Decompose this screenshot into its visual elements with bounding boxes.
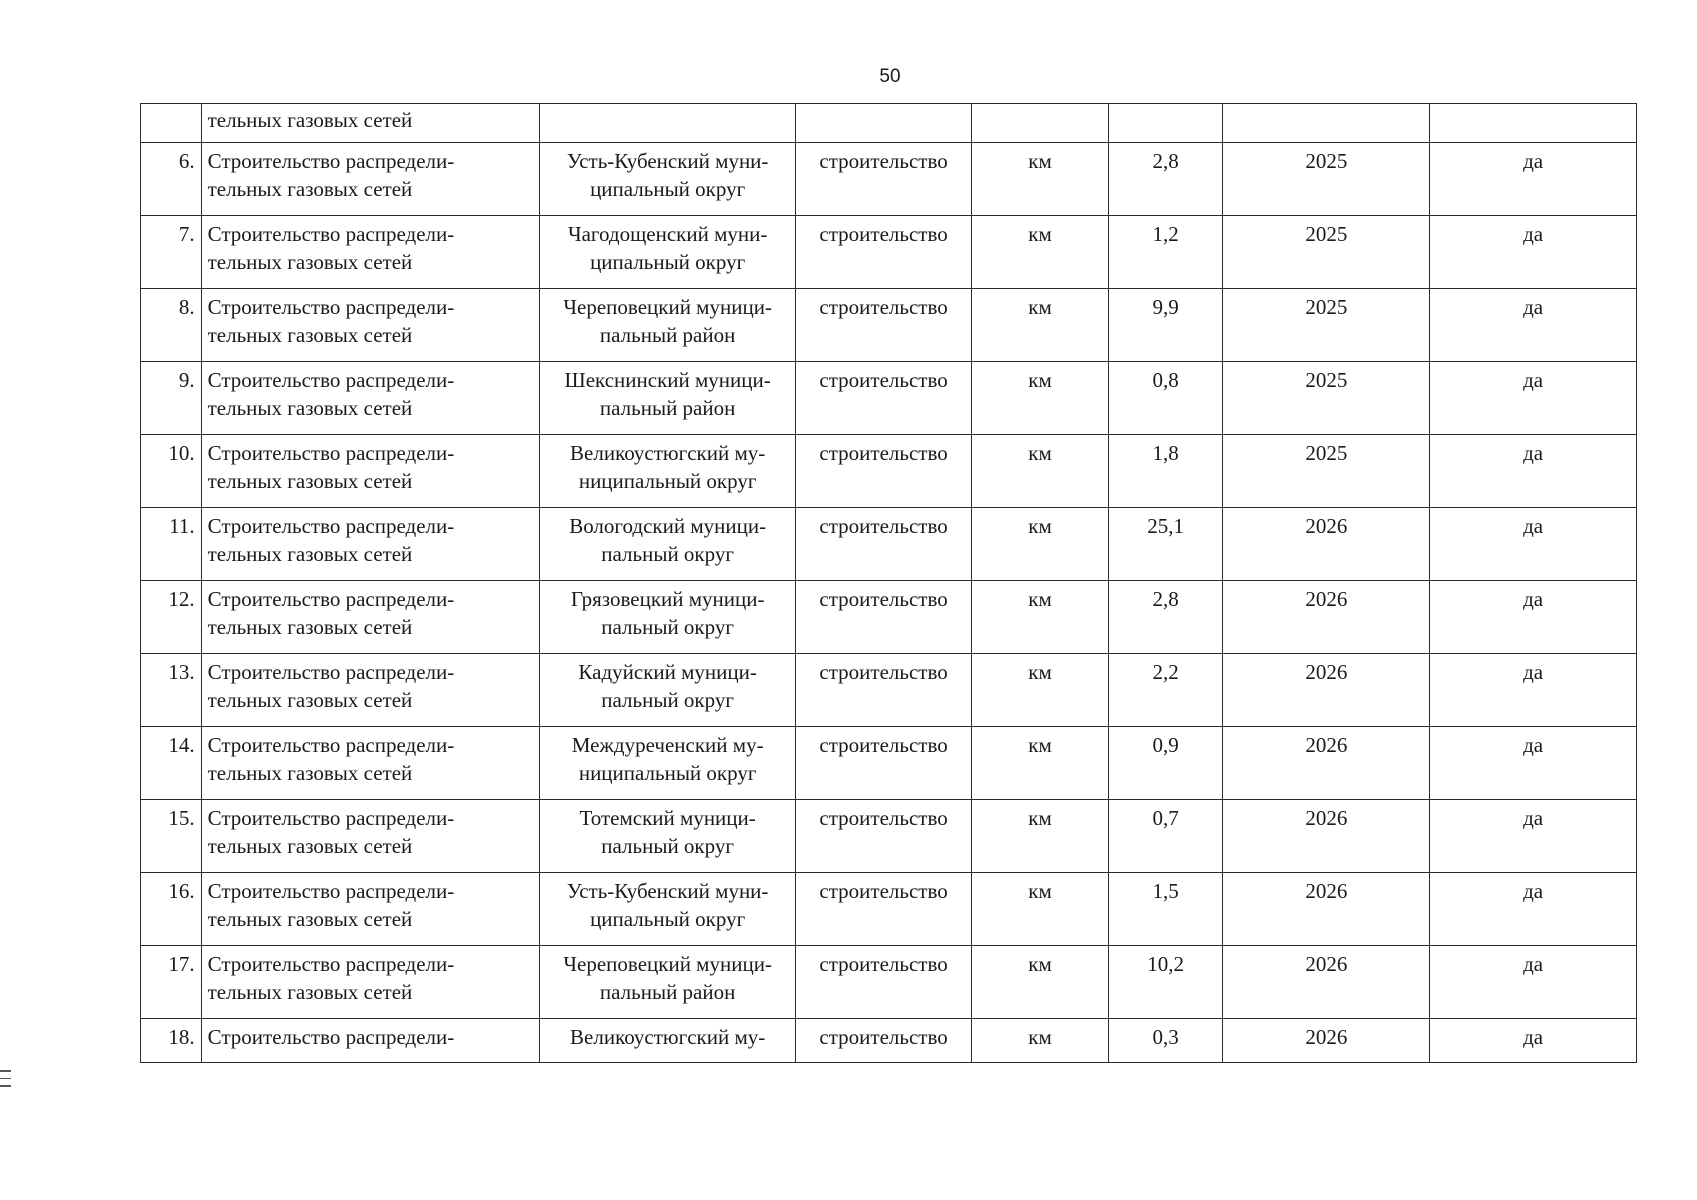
- work-type-cell: строительство: [795, 873, 971, 946]
- work-type-cell: строительство: [795, 1019, 971, 1063]
- unit-cell: км: [972, 362, 1108, 435]
- value-cell: 1,5: [1108, 873, 1223, 946]
- row-number-cell: 9.: [141, 362, 202, 435]
- unit-cell: км: [972, 727, 1108, 800]
- municipality-line-2: ципальный округ: [590, 907, 746, 931]
- municipality-cell: [540, 216, 795, 289]
- unit-cell: км: [972, 800, 1108, 873]
- flag-cell: да: [1430, 435, 1637, 508]
- object-name-line-1: Строительство распредели-: [207, 879, 455, 903]
- municipality-line-2: ципальный округ: [590, 177, 746, 201]
- municipality-line-1: Кадуйский муници-: [578, 660, 757, 684]
- unit-cell: км: [972, 216, 1108, 289]
- table-row: [141, 362, 1637, 435]
- value-cell: 2,2: [1108, 654, 1223, 727]
- municipality-line-2: пальный округ: [601, 834, 734, 858]
- row-number-cell: [141, 104, 202, 143]
- object-name-cell: Строительство распредели-: [201, 1019, 540, 1063]
- flag-cell: да: [1430, 1019, 1637, 1063]
- object-name-cell: [201, 435, 540, 508]
- year-cell: 2026: [1223, 946, 1430, 1019]
- year-cell: 2026: [1223, 727, 1430, 800]
- municipality-line-1: Великоустюгский му-: [570, 441, 766, 465]
- municipality-cell: [540, 581, 795, 654]
- flag-cell: да: [1430, 800, 1637, 873]
- infrastructure-table: [140, 103, 1637, 1063]
- work-type-cell: [795, 104, 971, 143]
- object-name-line-1: Строительство распредели-: [207, 441, 455, 465]
- table-row: [141, 1019, 1637, 1063]
- object-name-line-1: Строительство распредели-: [207, 368, 455, 392]
- row-number-cell: 6.: [141, 143, 202, 216]
- municipality-cell: [540, 435, 795, 508]
- row-number-cell: 10.: [141, 435, 202, 508]
- flag-cell: да: [1430, 216, 1637, 289]
- municipality-line-2: ципальный округ: [590, 250, 746, 274]
- object-name-cell: [201, 508, 540, 581]
- row-number-cell: 14.: [141, 727, 202, 800]
- object-name-line-1: Строительство распредели-: [207, 952, 455, 976]
- year-cell: 2026: [1223, 800, 1430, 873]
- object-name-line-2: тельных газовых сетей: [207, 177, 413, 201]
- municipality-line-1: Чагодощенский муни-: [567, 222, 768, 246]
- table-row: [141, 508, 1637, 581]
- table-row-continuation: [141, 104, 1637, 143]
- table-row: [141, 143, 1637, 216]
- year-cell: 2026: [1223, 654, 1430, 727]
- year-cell: 2026: [1223, 1019, 1430, 1063]
- object-name-cell: [201, 362, 540, 435]
- table-row: [141, 800, 1637, 873]
- edge-marks: [0, 1070, 12, 1094]
- object-name-cell: [201, 216, 540, 289]
- year-cell: 2025: [1223, 216, 1430, 289]
- row-number-cell: 16.: [141, 873, 202, 946]
- flag-cell: да: [1430, 873, 1637, 946]
- unit-cell: км: [972, 1019, 1108, 1063]
- value-cell: 10,2: [1108, 946, 1223, 1019]
- value-cell: [1108, 104, 1223, 143]
- table-row: [141, 946, 1637, 1019]
- municipality-cell: Великоустюгский му-: [540, 1019, 795, 1063]
- municipality-line-2: пальный район: [599, 396, 736, 420]
- table-row: [141, 654, 1637, 727]
- municipality-cell: [540, 143, 795, 216]
- row-number-cell: 18.: [141, 1019, 202, 1063]
- municipality-line-1: Усть-Кубенский муни-: [566, 149, 769, 173]
- object-name-line-1: Строительство распредели-: [207, 149, 455, 173]
- object-name-line-2: тельных газовых сетей: [207, 469, 413, 493]
- year-cell: 2026: [1223, 508, 1430, 581]
- table-row: [141, 581, 1637, 654]
- municipality-cell: [540, 289, 795, 362]
- object-name-line-2: тельных газовых сетей: [207, 396, 413, 420]
- flag-cell: да: [1430, 289, 1637, 362]
- row-number-cell: 8.: [141, 289, 202, 362]
- municipality-line-1: Тотемский муници-: [579, 806, 756, 830]
- object-name-cell: [201, 873, 540, 946]
- object-name-line-2: тельных газовых сетей: [207, 615, 413, 639]
- object-name-line-2: тельных газовых сетей: [207, 980, 413, 1004]
- object-name-line-2: тельных газовых сетей: [207, 542, 413, 566]
- municipality-line-2: пальный округ: [601, 542, 734, 566]
- object-name-cell: [201, 800, 540, 873]
- value-cell: 0,9: [1108, 727, 1223, 800]
- object-name-line-1: Строительство распредели-: [207, 514, 455, 538]
- value-cell: 25,1: [1108, 508, 1223, 581]
- work-type-cell: строительство: [795, 946, 971, 1019]
- year-cell: 2026: [1223, 581, 1430, 654]
- object-name-cell: [201, 581, 540, 654]
- municipality-cell: [540, 727, 795, 800]
- object-name-line-2: тельных газовых сетей: [207, 688, 413, 712]
- value-cell: 1,8: [1108, 435, 1223, 508]
- municipality-line-2: ниципальный округ: [578, 761, 757, 785]
- year-cell: [1223, 104, 1430, 143]
- flag-cell: да: [1430, 581, 1637, 654]
- year-cell: 2026: [1223, 873, 1430, 946]
- municipality-line-2: пальный район: [599, 323, 736, 347]
- flag-cell: да: [1430, 654, 1637, 727]
- unit-cell: км: [972, 873, 1108, 946]
- municipality-line-2: пальный район: [599, 980, 736, 1004]
- unit-cell: км: [972, 143, 1108, 216]
- value-cell: 0,3: [1108, 1019, 1223, 1063]
- work-type-cell: строительство: [795, 508, 971, 581]
- municipality-line-1: Междуреченский му-: [571, 733, 764, 757]
- unit-cell: [972, 104, 1108, 143]
- object-name-cell: [201, 946, 540, 1019]
- value-cell: 2,8: [1108, 581, 1223, 654]
- municipality-line-2: пальный округ: [601, 688, 734, 712]
- row-number-cell: 11.: [141, 508, 202, 581]
- value-cell: 1,2: [1108, 216, 1223, 289]
- unit-cell: км: [972, 581, 1108, 654]
- table-row: [141, 216, 1637, 289]
- object-name-line-2: тельных газовых сетей: [207, 761, 413, 785]
- municipality-line-2: ниципальный округ: [578, 469, 757, 493]
- object-name-cell: тельных газовых сетей: [201, 104, 540, 143]
- object-name-line-2: тельных газовых сетей: [207, 834, 413, 858]
- year-cell: 2025: [1223, 289, 1430, 362]
- work-type-cell: строительство: [795, 362, 971, 435]
- work-type-cell: строительство: [795, 581, 971, 654]
- value-cell: 0,7: [1108, 800, 1223, 873]
- work-type-cell: строительство: [795, 216, 971, 289]
- object-name-line-1: Строительство распредели-: [207, 587, 455, 611]
- municipality-cell: [540, 946, 795, 1019]
- row-number-cell: 13.: [141, 654, 202, 727]
- work-type-cell: строительство: [795, 435, 971, 508]
- object-name-cell: [201, 727, 540, 800]
- unit-cell: км: [972, 946, 1108, 1019]
- value-cell: 2,8: [1108, 143, 1223, 216]
- flag-cell: да: [1430, 143, 1637, 216]
- value-cell: 0,8: [1108, 362, 1223, 435]
- flag-cell: да: [1430, 727, 1637, 800]
- object-name-line-2: тельных газовых сетей: [207, 323, 413, 347]
- work-type-cell: строительство: [795, 727, 971, 800]
- row-number-cell: 12.: [141, 581, 202, 654]
- municipality-cell: [540, 654, 795, 727]
- work-type-cell: строительство: [795, 654, 971, 727]
- value-cell: 9,9: [1108, 289, 1223, 362]
- page-number: 50: [879, 66, 901, 87]
- object-name-line-2: тельных газовых сетей: [207, 250, 413, 274]
- unit-cell: км: [972, 435, 1108, 508]
- table-row: [141, 727, 1637, 800]
- object-name-line-1: Строительство распредели-: [207, 733, 455, 757]
- unit-cell: км: [972, 289, 1108, 362]
- flag-cell: да: [1430, 946, 1637, 1019]
- municipality-line-2: пальный округ: [601, 615, 734, 639]
- object-name-line-1: Строительство распредели-: [207, 222, 455, 246]
- row-number-cell: 7.: [141, 216, 202, 289]
- municipality-cell: [540, 104, 795, 143]
- row-number-cell: 15.: [141, 800, 202, 873]
- table-row: [141, 289, 1637, 362]
- municipality-cell: [540, 508, 795, 581]
- object-name-line-2: тельных газовых сетей: [207, 907, 413, 931]
- object-name-cell: [201, 289, 540, 362]
- object-name-line-1: Строительство распредели-: [207, 806, 455, 830]
- object-name-line-1: Строительство распредели-: [207, 295, 455, 319]
- object-name-cell: [201, 654, 540, 727]
- table-row: [141, 435, 1637, 508]
- year-cell: 2025: [1223, 362, 1430, 435]
- municipality-line-1: Шекснинский муници-: [564, 368, 771, 392]
- unit-cell: км: [972, 654, 1108, 727]
- unit-cell: км: [972, 508, 1108, 581]
- municipality-cell: [540, 873, 795, 946]
- table-row: [141, 873, 1637, 946]
- municipality-line-1: Вологодский муници-: [569, 514, 767, 538]
- flag-cell: [1430, 104, 1637, 143]
- municipality-line-1: Усть-Кубенский муни-: [566, 879, 769, 903]
- flag-cell: да: [1430, 508, 1637, 581]
- municipality-line-1: Череповецкий муници-: [563, 295, 772, 319]
- year-cell: 2025: [1223, 143, 1430, 216]
- work-type-cell: строительство: [795, 289, 971, 362]
- municipality-line-1: Грязовецкий муници-: [570, 587, 765, 611]
- municipality-line-1: Череповецкий муници-: [563, 952, 772, 976]
- year-cell: 2025: [1223, 435, 1430, 508]
- municipality-cell: [540, 362, 795, 435]
- work-type-cell: строительство: [795, 800, 971, 873]
- object-name-cell: [201, 143, 540, 216]
- row-number-cell: 17.: [141, 946, 202, 1019]
- work-type-cell: строительство: [795, 143, 971, 216]
- flag-cell: да: [1430, 362, 1637, 435]
- object-name-line-1: Строительство распредели-: [207, 660, 455, 684]
- municipality-cell: [540, 800, 795, 873]
